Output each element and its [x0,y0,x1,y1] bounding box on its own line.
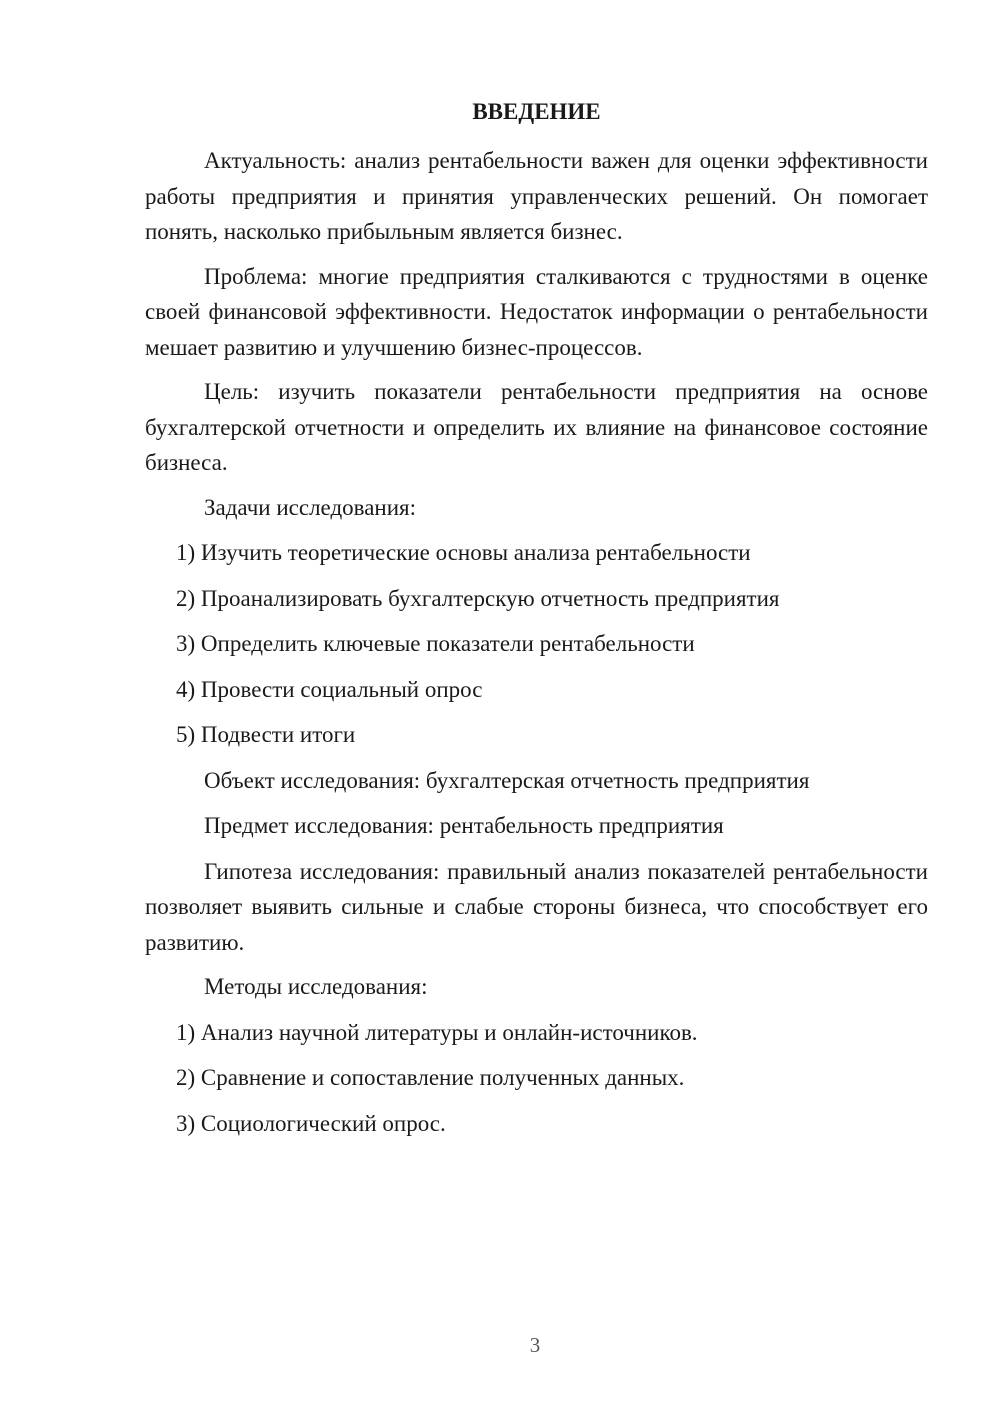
task-item: 2) Проанализировать бухгалтерскую отчетность предприятия [176,585,780,611]
method-item: 3) Социологический опрос. [176,1110,446,1136]
page-content [145,95,928,1151]
task-item: 4) Провести социальный опрос [176,676,483,702]
task-item: 5) Подвести итоги [176,722,356,747]
problem-paragraph: Проблема: многие предприятия сталкиваются с трудностями в оценке своей финансовой эффективности. Недостаток информации о рентабельности мешает развитию и улучшению бизнес-процессов. [145,263,928,360]
research-object: Объект исследования: бухгалтерская отчетность предприятия [204,767,810,793]
task-item: 1) Изучить теоретические основы анализа рентабельности [176,540,751,565]
task-item: 3) Определить ключевые показатели рентабельности [176,631,695,656]
method-item: 1) Анализ научной литературы и онлайн-источников. [176,1019,698,1045]
goal-paragraph: Цель: изучить показатели рентабельности предприятия на основе бухгалтерской отчетности и определить их влияние на финансовое состояние бизнеса. [145,379,928,475]
section-title: ВВЕДЕНИЕ [472,99,601,124]
methods-heading: Методы исследования: [204,974,428,999]
relevance-paragraph: Актуальность: анализ рентабельности важен для оценки эффективности работы предприятия и принятия управленческих решений. Он помогает понять, насколько прибыльным является бизнес. [145,148,928,244]
research-subject: Предмет исследования: рентабельность предприятия [204,813,724,838]
method-item: 2) Сравнение и сопоставление полученных данных. [176,1065,685,1090]
page-number: 3 [529,1333,541,1357]
hypothesis-paragraph: Гипотеза исследования: правильный анализ показателей рентабельности позволяет выявить сильные и слабые стороны бизнеса, что способствует его развитию. [145,858,928,955]
tasks-heading: Задачи исследования: [204,494,417,520]
